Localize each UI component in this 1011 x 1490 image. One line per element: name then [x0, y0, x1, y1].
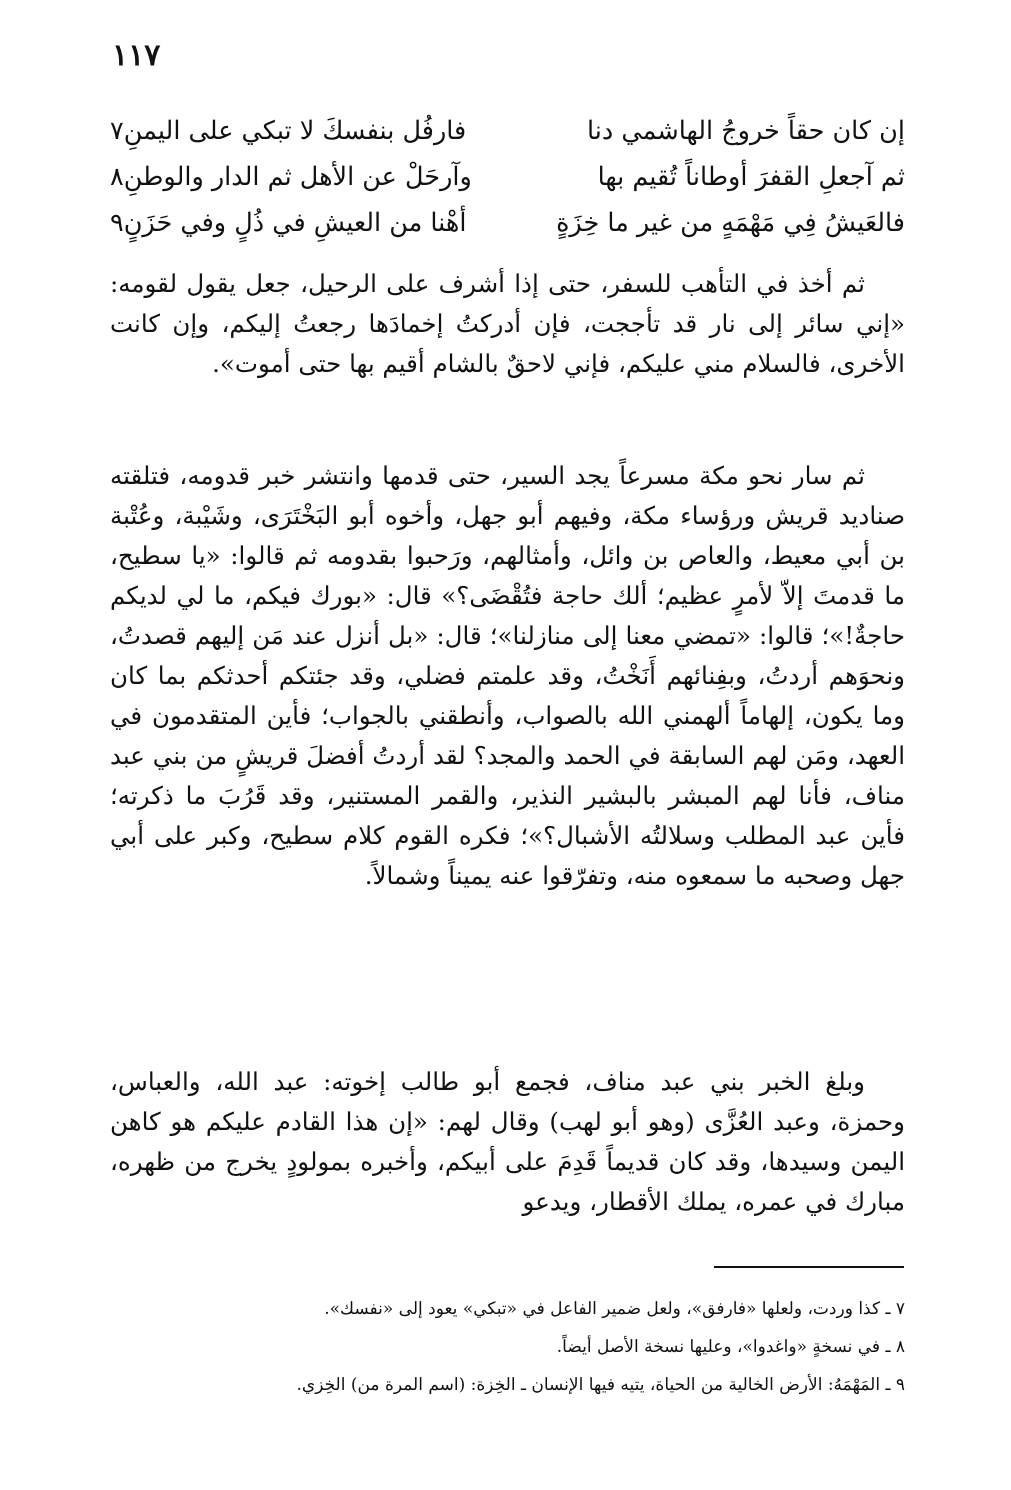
- footnote: ٨ ـ في نسخةٍ «واغدوا»، وعليها نسخة الأصل أيضاً.: [556, 1337, 905, 1357]
- body-paragraph: وبلغ الخبر بني عبد مناف، فجمع أبو طالب إخوته: عبد الله، والعباس، وحمزة، وعبد العُزَّى (وهو أبو لهب) وقال لهم: «إن هذا القادم عليكم هو كاهن اليمن وسيدها، وقد كان قديماً قَدِمَ على أبيكم، وأخبره بمولودٍ يخرج من ظهره، مبارك في عمره، يملك الأقطار، ويدعو: [110, 1067, 905, 1216]
- verse-line: [110, 108, 905, 154]
- poem-verses: [110, 108, 905, 246]
- footnote: ٩ ـ المَهْمَهُ: الأرض الخالية من الحياة، يتيه فيها الإنسان ـ الخِزة: (اسم المرة من) الخِزي.: [296, 1375, 905, 1395]
- verse-hemistich-first: ثم آجعلِ القفرَ أوطاناً تُقيم بها: [597, 162, 905, 192]
- body-paragraph: ثم سار نحو مكة مسرعاً يجد السير، حتى قدمها وانتشر خبر قدومه، فتلقته صناديد قريش ورؤساء مكة، وفيهم أبو جهل، وأخوه أبو البَخْتَرَى، وشَيْبة، وعُتْبة بن أبي معيط، والعاص بن وائل، وأمثالهم، ورَحبوا بقدومه ثم قالوا: «يا سطيح، ما قدمتَ إلاّ لأمرٍ عظيم؛ ألك حاجة فتُقْضَى؟» قال: «بورك فيكم، ما لي لديكم حاجةٌ!»؛ قالوا: «تمضي معنا إلى منازلنا»؛ قال: «بل أنزل عند مَن إليهم قصدتُ، ونحوَهم أردتُ، وبفِنائهم أَنَخْتُ، وقد علمتم فضلي، وقد جئتكم أحدثكم بما كان وما يكون، إلهاماً ألهمني الله بالصواب، وأنطقني بالجواب؛ فأين المتقدمون في العهد، ومَن لهم السابقة في الحمد والمجد؟ لقد أردتُ أفضلَ قريشٍ من بني عبد مناف، فأنا لهم المبشر بالبشير النذير، والقمر المستنير، وقد قَرُبَ ما ذكرته؛ فأين عبد المطلب وسلالتُه الأشبال؟»؛ فكره القوم كلام سطيح، وكبر على أبي جهل وصحبه ما سمعوه منه، وتفرّقوا عنه يميناً وشمالاً.: [110, 461, 905, 890]
- footnotes: [110, 1294, 905, 1408]
- verse-hemistich-second: أهْنا من العيشِ في ذُلٍ وفي حَزَنٍ٩: [110, 208, 467, 238]
- verse-hemistich-second: وآرحَلْ عن الأهل ثم الدار والوطنِ٨: [110, 162, 472, 192]
- verse-hemistich-first: إن كان حقاً خروجُ الهاشمي دنا: [587, 116, 905, 146]
- verse-hemistich-second: فارفُل بنفسكَ لا تبكي على اليمنِ٧: [110, 116, 467, 146]
- verse-line: [110, 154, 905, 200]
- verse-hemistich-first: فالعَيشُ فِي مَهْمَهٍ من غير ما خِزَةٍ: [556, 208, 905, 238]
- body-paragraph: ثم أخذ في التأهب للسفر، حتى إذا أشرف على الرحيل، جعل يقول لقومه: «إني سائر إلى نار قد تأججت، فإن أدركتُ إخمادَها رجعتُ إليكم، وإن كانت الأخرى، فالسلام مني عليكم، فإني لاحقٌ بالشام أقيم بها حتى أموت».: [110, 269, 905, 378]
- verse-line: [110, 200, 905, 246]
- footnote: ٧ ـ كذا وردت، ولعلها «فارفق»، ولعل ضمير الفاعل في «تبكي» يعود إلى «نفسك».: [324, 1299, 905, 1319]
- footnote-separator: [714, 1266, 904, 1268]
- page-number: ١١٧: [112, 38, 161, 73]
